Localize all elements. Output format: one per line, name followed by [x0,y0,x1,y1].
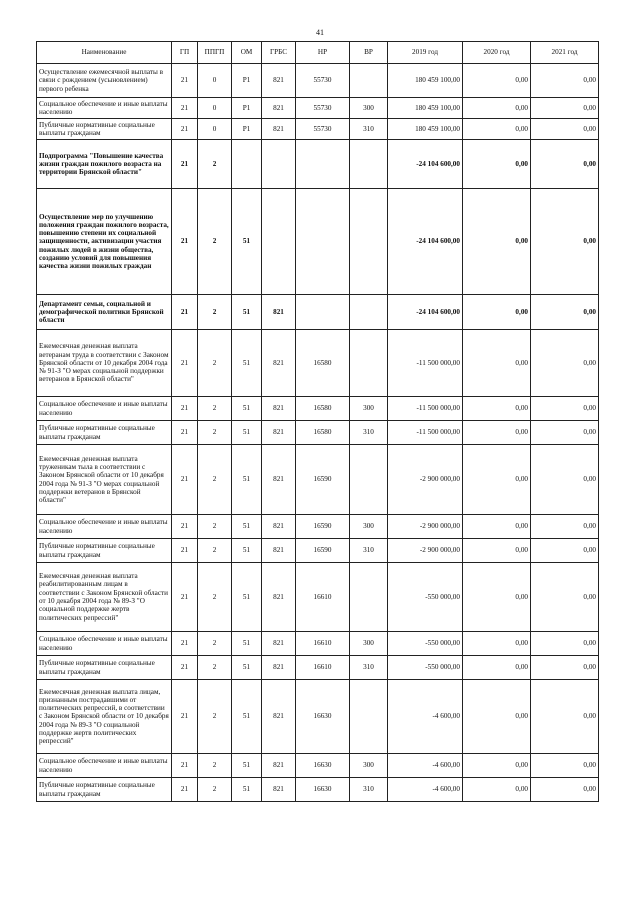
table-row [37,778,599,802]
amount-2020-cell: 0,00 [463,189,531,295]
grbs-cell: 821 [262,632,296,656]
amount-2019-cell: -550 000,00 [388,632,463,656]
gp-cell: 21 [172,445,198,515]
amount-2021-cell: 0,00 [531,778,599,802]
amount-2019-cell: -11 500 000,00 [388,397,463,421]
amount-2020-cell: 0,00 [463,397,531,421]
nr-cell: 16580 [296,421,350,445]
header-vr: ВР [350,42,388,64]
row-name-cell: Публичные нормативные социальные выплаты гражданам [37,778,172,802]
amount-2019-cell: -24 104 600,00 [388,140,463,189]
table-row [37,64,599,98]
gp-cell: 21 [172,563,198,632]
row-name-cell: Социальное обеспечение и иные выплаты населению [37,515,172,539]
amount-2019-cell: -24 104 600,00 [388,295,463,330]
grbs-cell: 821 [262,656,296,680]
om-cell: P1 [232,119,262,140]
vr-cell: 300 [350,754,388,778]
amount-2021-cell: 0,00 [531,563,599,632]
gp-cell: 21 [172,189,198,295]
grbs-cell: 821 [262,539,296,563]
gp-cell: 21 [172,680,198,754]
grbs-cell: 821 [262,563,296,632]
gp-cell: 21 [172,778,198,802]
om-cell: 51 [232,189,262,295]
nr-cell: 16610 [296,656,350,680]
amount-2021-cell: 0,00 [531,140,599,189]
vr-cell [350,189,388,295]
om-cell [232,140,262,189]
nr-cell: 16580 [296,397,350,421]
amount-2020-cell: 0,00 [463,680,531,754]
amount-2019-cell: -2 900 000,00 [388,445,463,515]
header-2019: 2019 год [388,42,463,64]
amount-2020-cell: 0,00 [463,140,531,189]
grbs-cell: 821 [262,98,296,119]
amount-2021-cell: 0,00 [531,64,599,98]
nr-cell: 16590 [296,515,350,539]
amount-2019-cell: -4 600,00 [388,680,463,754]
grbs-cell: 821 [262,754,296,778]
amount-2019-cell: -2 900 000,00 [388,515,463,539]
table-row [37,563,599,632]
nr-cell: 16610 [296,632,350,656]
gp-cell: 21 [172,140,198,189]
vr-cell: 300 [350,632,388,656]
ppgp-cell: 2 [198,656,232,680]
gp-cell: 21 [172,98,198,119]
amount-2020-cell: 0,00 [463,563,531,632]
amount-2021-cell: 0,00 [531,445,599,515]
nr-cell [296,295,350,330]
amount-2021-cell: 0,00 [531,189,599,295]
row-name-cell: Публичные нормативные социальные выплаты гражданам [37,421,172,445]
ppgp-cell: 2 [198,515,232,539]
amount-2021-cell: 0,00 [531,515,599,539]
nr-cell [296,140,350,189]
om-cell: 51 [232,680,262,754]
ppgp-cell: 2 [198,397,232,421]
gp-cell: 21 [172,632,198,656]
amount-2021-cell: 0,00 [531,421,599,445]
row-name-cell: Осуществление ежемесячной выплаты в связи с рождением (усыновлением) первого ребенка [37,64,172,98]
amount-2021-cell: 0,00 [531,680,599,754]
ppgp-cell: 2 [198,295,232,330]
grbs-cell: 821 [262,295,296,330]
om-cell: 51 [232,539,262,563]
grbs-cell [262,189,296,295]
amount-2020-cell: 0,00 [463,421,531,445]
gp-cell: 21 [172,539,198,563]
gp-cell: 21 [172,754,198,778]
amount-2021-cell: 0,00 [531,98,599,119]
amount-2020-cell: 0,00 [463,445,531,515]
table-row [37,632,599,656]
table-header-row [37,42,599,64]
ppgp-cell: 2 [198,140,232,189]
om-cell: 51 [232,754,262,778]
page-number: 41 [316,28,324,37]
grbs-cell: 821 [262,445,296,515]
row-name-cell: Ежемесячная денежная выплата реабилитированным лицам в соответствии с Законом Брянской области от 10 декабря 2004 года № 89-З "О социальной поддержке жертв политических репрессий" [37,563,172,632]
om-cell: 51 [232,397,262,421]
om-cell: 51 [232,515,262,539]
amount-2019-cell: -2 900 000,00 [388,539,463,563]
amount-2020-cell: 0,00 [463,539,531,563]
gp-cell: 21 [172,421,198,445]
grbs-cell: 821 [262,397,296,421]
vr-cell: 310 [350,119,388,140]
amount-2019-cell: -11 500 000,00 [388,330,463,397]
vr-cell [350,445,388,515]
amount-2019-cell: 180 459 100,00 [388,64,463,98]
ppgp-cell: 2 [198,445,232,515]
nr-cell: 55730 [296,64,350,98]
ppgp-cell: 2 [198,563,232,632]
table-row [37,98,599,119]
table-row [37,754,599,778]
nr-cell: 16590 [296,445,350,515]
gp-cell: 21 [172,330,198,397]
table-row [37,119,599,140]
gp-cell: 21 [172,397,198,421]
vr-cell [350,330,388,397]
nr-cell: 16580 [296,330,350,397]
row-name-cell: Публичные нормативные социальные выплаты гражданам [37,656,172,680]
gp-cell: 21 [172,656,198,680]
amount-2020-cell: 0,00 [463,295,531,330]
row-name-cell: Публичные нормативные социальные выплаты гражданам [37,119,172,140]
amount-2019-cell: -550 000,00 [388,656,463,680]
nr-cell: 55730 [296,98,350,119]
om-cell: 51 [232,632,262,656]
om-cell: 51 [232,295,262,330]
vr-cell: 310 [350,778,388,802]
vr-cell [350,563,388,632]
grbs-cell: 821 [262,778,296,802]
vr-cell: 310 [350,656,388,680]
header-2021: 2021 год [531,42,599,64]
amount-2021-cell: 0,00 [531,295,599,330]
nr-cell: 16610 [296,563,350,632]
row-name-cell: Социальное обеспечение и иные выплаты населению [37,98,172,119]
header-name: Наименование [37,42,172,64]
table-row [37,680,599,754]
ppgp-cell: 0 [198,119,232,140]
budget-table [36,41,599,802]
nr-cell: 16630 [296,680,350,754]
grbs-cell [262,140,296,189]
amount-2021-cell: 0,00 [531,754,599,778]
row-name-cell: Социальное обеспечение и иные выплаты населению [37,754,172,778]
vr-cell: 310 [350,539,388,563]
ppgp-cell: 2 [198,189,232,295]
ppgp-cell: 2 [198,421,232,445]
header-ppgp: ППГП [198,42,232,64]
amount-2021-cell: 0,00 [531,397,599,421]
ppgp-cell: 0 [198,98,232,119]
header-nr: НР [296,42,350,64]
table-row [37,421,599,445]
grbs-cell: 821 [262,680,296,754]
row-name-cell: Департамент семьи, социальной и демографической политики Брянской области [37,295,172,330]
gp-cell: 21 [172,64,198,98]
amount-2019-cell: -11 500 000,00 [388,421,463,445]
grbs-cell: 821 [262,330,296,397]
amount-2020-cell: 0,00 [463,778,531,802]
amount-2019-cell: -24 104 600,00 [388,189,463,295]
om-cell: P1 [232,64,262,98]
om-cell: 51 [232,421,262,445]
amount-2020-cell: 0,00 [463,98,531,119]
ppgp-cell: 2 [198,754,232,778]
nr-cell: 16590 [296,539,350,563]
vr-cell [350,295,388,330]
amount-2021-cell: 0,00 [531,330,599,397]
ppgp-cell: 2 [198,680,232,754]
table-row [37,515,599,539]
table-row [37,295,599,330]
amount-2020-cell: 0,00 [463,515,531,539]
header-om: ОМ [232,42,262,64]
grbs-cell: 821 [262,119,296,140]
amount-2020-cell: 0,00 [463,330,531,397]
header-gp: ГП [172,42,198,64]
om-cell: 51 [232,656,262,680]
om-cell: 51 [232,445,262,515]
row-name-cell: Ежемесячная денежная выплата ветеранам труда в соответствии с Законом Брянской области от 10 декабря 2004 года № 91-З "О мерах социальной поддержки ветеранов в Брянской области" [37,330,172,397]
amount-2020-cell: 0,00 [463,632,531,656]
nr-cell [296,189,350,295]
nr-cell: 16630 [296,778,350,802]
amount-2020-cell: 0,00 [463,656,531,680]
amount-2020-cell: 0,00 [463,119,531,140]
om-cell: 51 [232,778,262,802]
ppgp-cell: 2 [198,778,232,802]
vr-cell [350,140,388,189]
table-row [37,656,599,680]
row-name-cell: Ежемесячная денежная выплата труженикам тыла в соответствии с Законом Брянской области от 10 декабря 2004 года № 91-З "О мерах социальной поддержки ветеранов в Брянской области" [37,445,172,515]
vr-cell: 310 [350,421,388,445]
table-body [37,64,599,802]
header-grbs: ГРБС [262,42,296,64]
vr-cell: 300 [350,515,388,539]
amount-2019-cell: -550 000,00 [388,563,463,632]
row-name-cell: Социальное обеспечение и иные выплаты населению [37,397,172,421]
vr-cell [350,64,388,98]
table-row [37,330,599,397]
table-row [37,445,599,515]
table-row [37,189,599,295]
nr-cell: 55730 [296,119,350,140]
grbs-cell: 821 [262,421,296,445]
amount-2019-cell: 180 459 100,00 [388,119,463,140]
ppgp-cell: 2 [198,632,232,656]
row-name-cell: Подпрограмма "Повышение качества жизни граждан пожилого возраста на территории Брянской области" [37,140,172,189]
row-name-cell: Социальное обеспечение и иные выплаты населению [37,632,172,656]
vr-cell: 300 [350,397,388,421]
amount-2019-cell: -4 600,00 [388,754,463,778]
nr-cell: 16630 [296,754,350,778]
vr-cell [350,680,388,754]
table-row [37,397,599,421]
header-2020: 2020 год [463,42,531,64]
vr-cell: 300 [350,98,388,119]
ppgp-cell: 2 [198,539,232,563]
amount-2021-cell: 0,00 [531,539,599,563]
table-row [37,539,599,563]
grbs-cell: 821 [262,515,296,539]
amount-2021-cell: 0,00 [531,119,599,140]
gp-cell: 21 [172,119,198,140]
amount-2019-cell: -4 600,00 [388,778,463,802]
om-cell: P1 [232,98,262,119]
amount-2021-cell: 0,00 [531,656,599,680]
om-cell: 51 [232,563,262,632]
amount-2019-cell: 180 459 100,00 [388,98,463,119]
gp-cell: 21 [172,295,198,330]
row-name-cell: Ежемесячная денежная выплата лицам, признанным пострадавшими от политических репрессий, в соответствии с Законом Брянской области от 10 декабря 2004 года № 89-З "О социальной поддержке жертв политических репрессий" [37,680,172,754]
row-name-cell: Осуществление мер по улучшению положения граждан пожилого возраста, повышению степени их социальной защищенности, активизации участия пожилых людей в жизни общества, созданию условий для повышения качества жизни пожилых граждан [37,189,172,295]
row-name-cell: Публичные нормативные социальные выплаты гражданам [37,539,172,563]
table-row [37,140,599,189]
ppgp-cell: 2 [198,330,232,397]
amount-2020-cell: 0,00 [463,754,531,778]
amount-2021-cell: 0,00 [531,632,599,656]
amount-2020-cell: 0,00 [463,64,531,98]
gp-cell: 21 [172,515,198,539]
ppgp-cell: 0 [198,64,232,98]
om-cell: 51 [232,330,262,397]
grbs-cell: 821 [262,64,296,98]
